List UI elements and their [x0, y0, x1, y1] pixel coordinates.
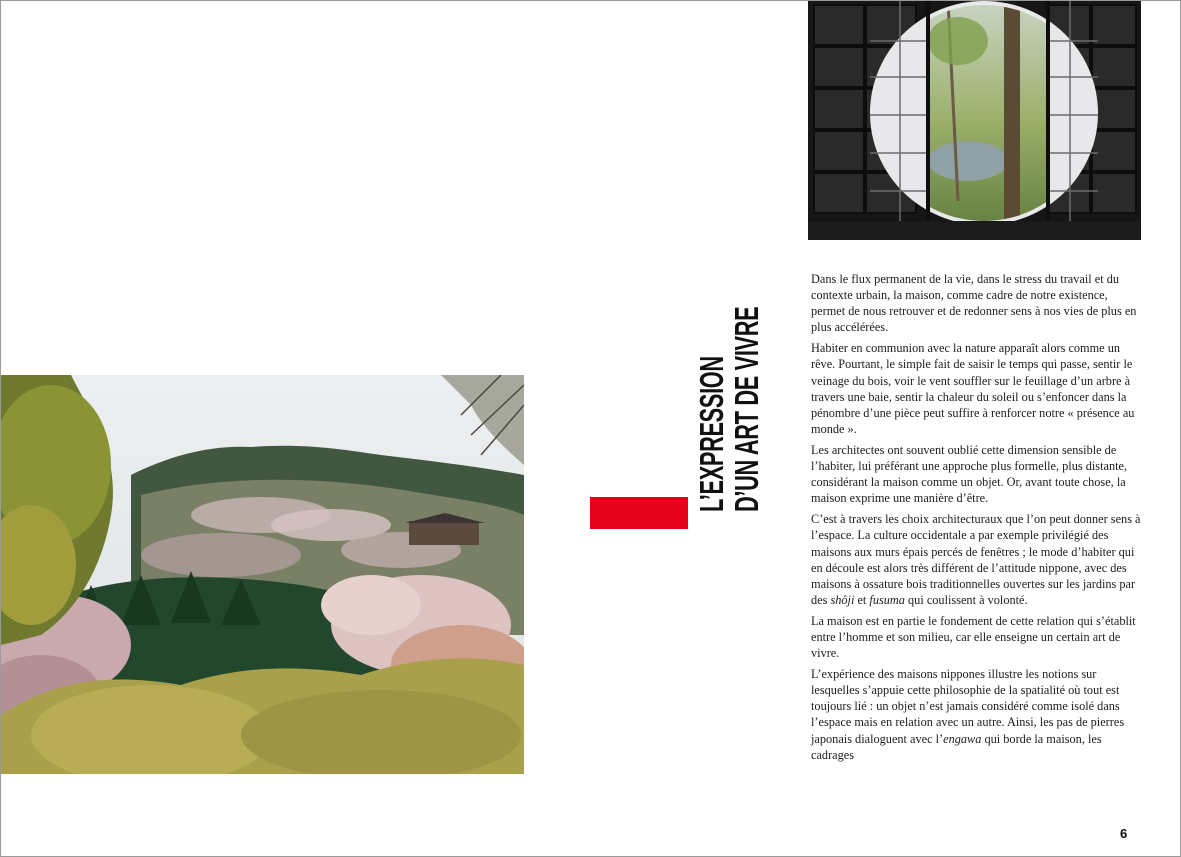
body-text — [811, 271, 1143, 768]
chapter-title — [694, 277, 764, 512]
paragraph-5: La maison est en partie le fondement de cette relation qui s’établit entre l’homme et son milieu, car elle enseigne un certain art de vivre. — [811, 613, 1136, 661]
chapter-title-line-2: D’UN ART DE VIVRE — [728, 306, 765, 512]
paragraph-4-text-b: et — [854, 592, 870, 607]
paragraph-6 — [811, 666, 1143, 763]
paragraph-6-text-a: L’expérience des maisons nippones illustre les notions sur lesquelles s’appuie cette philosophie de la spatialité où tout est toujours lié : un objet n’est jamais considéré comme isolé dans l’espace mais en relation avec un autre. Ainsi, les pas de pierres japonais dialoguent avec l’ — [811, 667, 1125, 746]
paragraph-4 — [811, 511, 1143, 608]
paragraph-2: Habiter en communion avec la nature apparaît alors comme un rêve. Pourtant, le simple fait de saisir le temps qui passe, sentir le veinage du bois, voir le vent souffler sur le feuillage d’un arbre à travers une baie, sentir la chaleur du soleil ou s’enfoncer dans la pénombre d’une pièce peut suffire à renforcer notre « présence au monde ». — [811, 341, 1135, 436]
paragraph-4-text-c: qui coulissent à volonté. — [904, 592, 1028, 607]
paragraph-4-text-a: C’est à travers les choix architecturaux que l’on peut donner sens à l’espace. La culture occidentale a par exemple privilégié des maisons aux murs épais percés de fenêtres ; le mode d’habiter qui en découle est alors très différent de l’attitude nippone, avec des maisons à ossature bois traditionnelles ouvertes sur les jardins par des — [811, 512, 1141, 607]
term-fusuma: fusuma — [869, 592, 905, 607]
paragraph-3: Les architectes ont souvent oublié cette dimension sensible de l’habiter, lui préférant une approche plus formelle, plus distante, considérant la maison comme un objet. Or, avant toute chose, la maison exprime une manière d’être. — [811, 442, 1128, 506]
term-shoji: shôji — [830, 592, 855, 607]
page-number: 9 — [1120, 826, 1128, 841]
term-engawa: engawa — [943, 731, 982, 746]
paragraph-1: Dans le flux permanent de la vie, dans le stress du travail et du contexte urbain, la maison, comme cadre de notre existence, permet de nous retrouver et de redonner sens à nos vies de plus en plus accélérées. — [811, 272, 1137, 335]
red-accent-bar — [590, 497, 688, 529]
paragraph-6-text-b: qui borde la maison, les cadrages — [811, 731, 1102, 762]
chapter-title-line-1: L’EXPRESSION — [693, 356, 730, 512]
mountain-blossom-photo — [1, 375, 524, 774]
round-window-photo — [808, 1, 1141, 240]
